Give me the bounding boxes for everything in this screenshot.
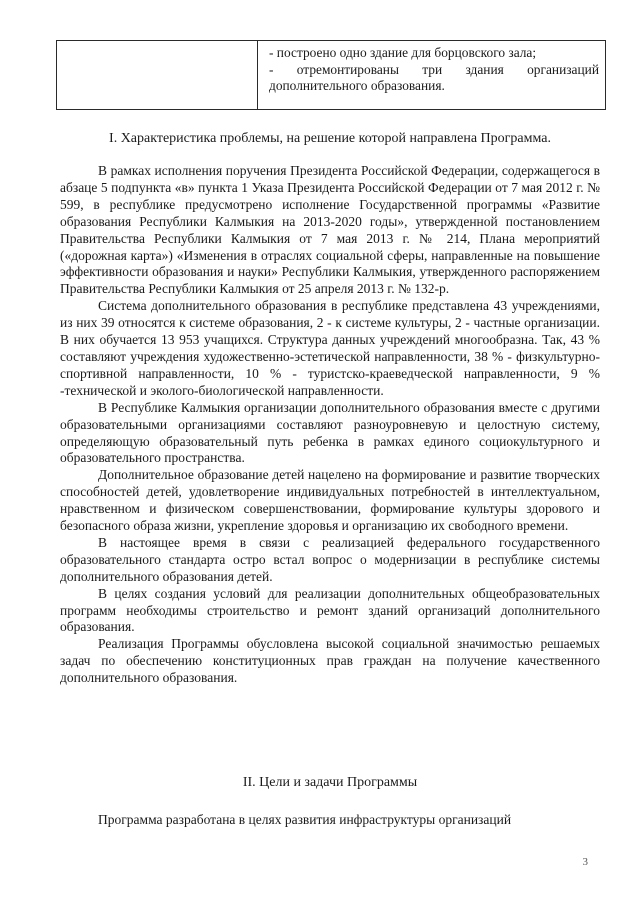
paragraph: В настоящее время в связи с реализацией федерального государственного образовательного стандарта остро встал вопрос о модернизации в республике системы дополнительного образования детей. — [60, 534, 600, 584]
section-1-heading: I. Характеристика проблемы, на решение которой направлена Программа. — [109, 131, 551, 146]
paragraph: В Республике Калмыкия организации дополнительного образования вместе с другими образовательными организациями составляют разноуровневую и целостную систему, определяющую образовательный путь ребенка в рамках единого социокультурного и образовательного пространства. — [60, 399, 600, 466]
paragraph: Реализация Программы обусловлена высокой социальной значимостью решаемых задач по обеспечению конституционных прав граждан на получение качественного дополнительного образования. — [60, 636, 600, 686]
table-line-2: - отремонтированы три здания организаций дополнительного образования. — [269, 61, 599, 93]
section-2-heading: II. Цели и задачи Программы — [242, 775, 418, 790]
section-2-body — [60, 812, 600, 829]
paragraph: В целях создания условий для реализации дополнительных общеобразовательных программ необходимы строительство и ремонт зданий организаций дополнительного образования. — [60, 585, 600, 635]
paragraph: В рамках исполнения поручения Президента Российской Федерации, содержащегося в абзаце 5 подпункта «в» пункта 1 Указа Президента Российской Федерации от 7 мая 2012 г. № 599, в республике предусмотрено исполнение Государственной программы «Развитие образования Республики Калмыкия на 2013-2020 годы», утвержденной постановлением Правительства Республики Калмыкия от 7 мая 2013 г. № 214, Плана мероприятий («дорожная карта») «Изменения в отраслях социальной сферы, направленные на повышение эффективности образования и науки» Республики Калмыкия, утвержденного распоряжением Правительства Республики Калмыкия от 25 апреля 2013 г. № 132-р. — [60, 163, 600, 297]
table-cell — [269, 45, 599, 95]
table-line-1: - построено одно здание для борцовского зала; — [269, 45, 537, 60]
section-1-body — [60, 163, 600, 687]
paragraph: Система дополнительного образования в республике представлена 43 учреждениями, из них 39 относятся к системе образования, 2 - к системе культуры, 2 - частные организации. В них обучается 13 953 учащихся. Структура данных учреждений многообразна. Так, 43 % составляют учреждения художественно-эстетической направленности, 38 % - физкультурно-спортивной направленности, 10 % - туристско-краеведческой направленности, 9 % -технической и эколого-биологической направленности. — [60, 298, 600, 398]
table-fragment — [56, 40, 606, 110]
table-column-divider — [257, 41, 258, 109]
page-number: 3 — [582, 856, 588, 868]
paragraph: Программа разработана в целях развития инфраструктуры организаций — [98, 812, 512, 827]
paragraph: Дополнительное образование детей нацелено на формирование и развитие творческих способностей детей, удовлетворение индивидуальных потребностей в интеллектуальном, нравственном и физическом совершенствовании, формирование культуры здорового и безопасного образа жизни, укрепление здоровья и организацию их свободного времени. — [60, 467, 600, 534]
